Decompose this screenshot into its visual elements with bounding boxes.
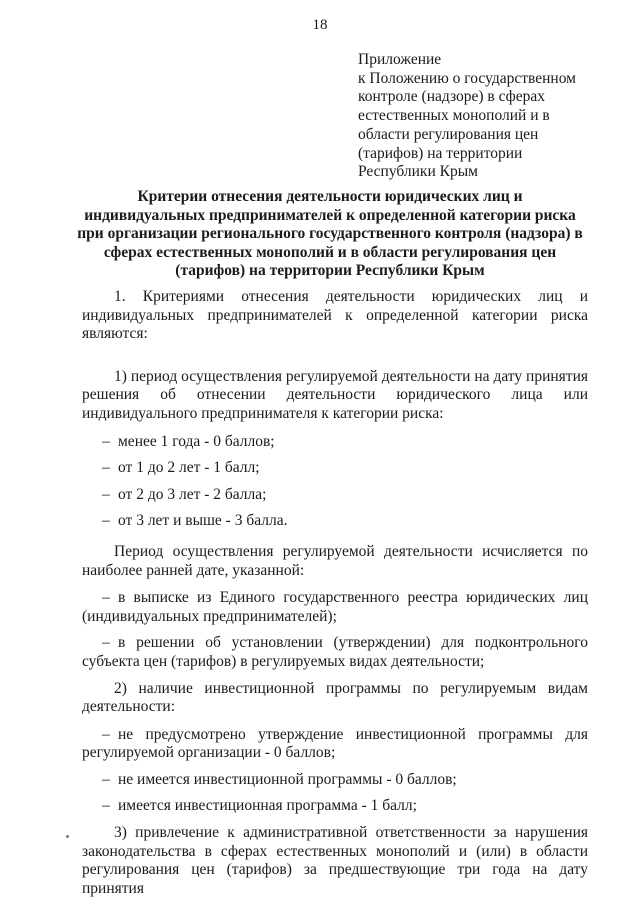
title-line: при организации регионального государственного контроля (надзора) в xyxy=(77,225,583,242)
dash-marker: – xyxy=(102,512,110,530)
criterion-1-note: Период осуществления регулируемой деятельности исчисляется по наиболее ранней дате, указанной: xyxy=(82,542,588,579)
appendix-line: Приложение xyxy=(358,51,442,68)
dash-marker: – xyxy=(102,485,110,503)
appendix-line: (тарифов) на территории xyxy=(358,144,523,162)
document-title xyxy=(70,188,590,281)
appendix-line: Республики Крым xyxy=(358,163,478,181)
dash-marker: – xyxy=(102,432,110,450)
paragraph-criteria-intro: 1. Критериями отнесения деятельности юридических лиц и индивидуальных предпринимателей к определенной категории риска являются: xyxy=(82,288,588,343)
dash-marker: – xyxy=(102,459,110,477)
list-item: – имеется инвестиционная программа - 1 балл; xyxy=(102,797,417,815)
dash-marker: – xyxy=(102,797,110,815)
criterion-3-heading: 3) привлечение к административной ответственности за нарушения законодательства в сферах естественных монополий и (или) в области регулирования цен (тарифов) за предшествующие три года на дату принятия xyxy=(82,824,588,897)
appendix-line: области регулирования цен xyxy=(358,125,539,143)
document-body xyxy=(82,288,588,898)
appendix-line: естественных монополий и в xyxy=(358,107,550,125)
title-line: (тарифов) на территории Республики Крым xyxy=(175,262,485,279)
list-item: – в выписке из Единого государственного реестра юридических лиц (индивидуальных предпринимателей); xyxy=(82,589,588,625)
title-line: Критерии отнесения деятельности юридических лиц и xyxy=(137,188,523,205)
criterion-2-heading: 2) наличие инвестиционной программы по регулируемым видам деятельности: xyxy=(82,679,588,716)
appendix-line: к Положению о государственном xyxy=(358,69,576,87)
dash-marker: – xyxy=(102,634,110,652)
criterion-1-heading: 1) период осуществления регулируемой деятельности на дату принятия решения об отнесении деятельности юридического лица или индивидуального предпринимателя к категории риска: xyxy=(82,367,588,422)
scan-speck xyxy=(66,835,69,838)
dash-marker: – xyxy=(102,589,110,607)
appendix-note xyxy=(358,51,618,182)
appendix-line: контроле (надзоре) в сферах xyxy=(358,88,545,106)
page-number: 18 xyxy=(312,17,328,33)
list-item: – от 1 до 2 лет - 1 балл; xyxy=(102,459,260,477)
list-item: – менее 1 года - 0 баллов; xyxy=(102,432,275,450)
list-item: – в решении об установлении (утверждении) для подконтрольного субъекта цен (тарифов) в регулируемых видах деятельности; xyxy=(82,634,588,670)
list-item: – от 3 лет и выше - 3 балла. xyxy=(102,512,288,530)
title-line: сферах естественных монополий и в области регулирования цен xyxy=(103,243,557,261)
list-item: – не имеется инвестиционной программы - 0 баллов; xyxy=(102,770,457,788)
list-item: – от 2 до 3 лет - 2 балла; xyxy=(102,485,267,503)
title-line: индивидуальных предпринимателей к определенной категории риска xyxy=(84,206,576,224)
list-item: – не предусмотрено утверждение инвестиционной программы для регулируемой организации - 0 баллов; xyxy=(82,725,588,762)
dash-marker: – xyxy=(102,770,110,788)
dash-marker: – xyxy=(102,725,110,743)
